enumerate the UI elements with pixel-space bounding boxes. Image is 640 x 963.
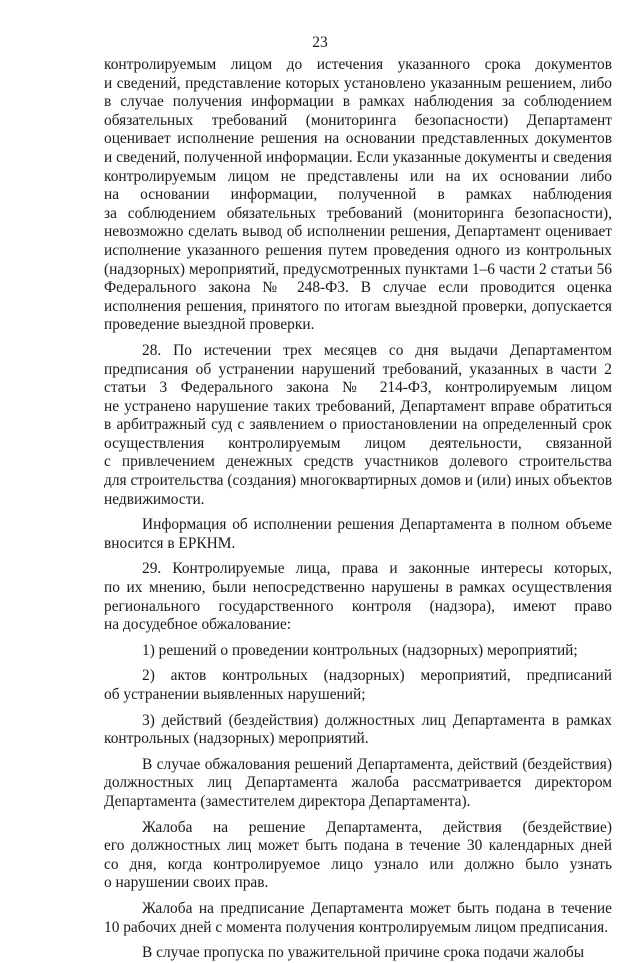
paragraph-gap: [104, 937, 612, 944]
paragraph-gap: [104, 749, 612, 756]
text-line: регионального государственного контроля (надзора), имеют право: [104, 597, 612, 615]
text-line: В случае обжалования решений Департамента, действий (бездействия): [142, 755, 612, 773]
text-line: 28. По истечении трех месяцев со дня выдачи Департаментом: [142, 341, 612, 359]
paragraph: [104, 56, 612, 335]
text-line: 10 рабочих дней с момента получения контролируемым лицом предписания.: [104, 918, 609, 936]
text-line: и сведений, полученной информации. Если указанные документы и сведения: [104, 148, 612, 166]
text-line: недвижимости.: [104, 490, 205, 508]
paragraph: [104, 642, 612, 661]
text-line: 3) действий (бездействия) должностных лиц Департамента в рамках: [142, 711, 612, 729]
text-line: Департамента (заместителем директора Департамента).: [104, 792, 471, 810]
text-line: исполнения решения, принятого по итогам выездной проверки, допускается: [104, 297, 612, 315]
text-line: не устранено нарушение таких требований, Департамент вправе обратиться: [104, 397, 612, 415]
text-line: в случае получения информации в рамках наблюдения за соблюдением: [104, 93, 612, 111]
paragraph-gap: [104, 509, 612, 516]
paragraph: [104, 516, 612, 553]
text-line: вносится в ЕРКНМ.: [104, 534, 236, 552]
text-line: должностных лиц Департамента жалоба рассматривается директором: [104, 774, 612, 792]
text-line: на основании информации, полученной в рамках наблюдения: [104, 186, 612, 204]
text-line: 29. Контролируемые лица, права и законные интересы которых,: [142, 560, 612, 578]
text-line: контролируемым лицом не представлены или на их основании либо: [104, 167, 612, 185]
text-line: и сведений, представление которых установлено указанным решением, либо: [104, 74, 612, 92]
text-line: предписания об устранении нарушений требований, указанных в части 2: [104, 360, 612, 378]
paragraph: [104, 342, 612, 509]
text-line: невозможно сделать вывод об исполнении решения, Департамент оценивает: [104, 223, 612, 241]
text-line: для строительства (создания) многоквартирных домов и (или) иных объектов: [104, 472, 612, 490]
paragraph-gap: [104, 812, 612, 819]
text-line: по их мнению, были непосредственно нарушены в рамках осуществления: [104, 579, 612, 597]
text-line: исполнение указанного решения путем проведения одного из контрольных: [104, 241, 612, 259]
text-line: в арбитражный суд с заявлением о приостановлении на определенный срок: [104, 416, 612, 434]
text-line: обязательных требований (мониторинга безопасности) Департамент: [104, 111, 612, 129]
text-line: Федерального закона № 248-ФЗ. В случае если проводится оценка: [104, 279, 612, 297]
text-line: со дня, когда контролируемое лицо узнало или должно было узнать: [104, 855, 612, 873]
paragraph-gap: [104, 335, 612, 342]
text-line: оценивает исполнение решения на основании представленных документов: [104, 130, 612, 148]
paragraph-gap: [104, 893, 612, 900]
page-number: 23: [312, 34, 328, 51]
text-line: осуществления контролируемым лицом деятельности, связанной: [104, 434, 612, 452]
text-line: Информация об исполнении решения Департамента в полном объеме: [142, 516, 612, 534]
text-line: с привлечением денежных средств участников долевого строительства: [104, 453, 612, 471]
text-line: Жалоба на решение Департамента, действия (бездействие): [142, 818, 612, 836]
text-line: 2) актов контрольных (надзорных) мероприятий, предписаний: [142, 667, 612, 685]
text-line: Жалоба на предписание Департамента может быть подана в течение: [142, 899, 612, 917]
text-line: о нарушении своих прав.: [104, 874, 269, 892]
text-line: контролируемым лицом до истечения указанного срока документов: [104, 56, 612, 73]
text-line: В случае пропуска по уважительной причине срока подачи жалобы: [142, 944, 585, 962]
paragraph-gap: [104, 553, 612, 560]
paragraph: [104, 712, 612, 749]
paragraph: [104, 756, 612, 812]
paragraph: [104, 560, 612, 634]
paragraph-gap: [104, 635, 612, 642]
text-line: проведение выездной проверки.: [104, 316, 315, 334]
text-line: 1) решений о проведении контрольных (надзорных) мероприятий;: [142, 641, 578, 659]
text-line: на досудебное обжалование:: [104, 616, 292, 634]
paragraph-gap: [104, 660, 612, 667]
paragraph-gap: [104, 705, 612, 712]
paragraph: [104, 819, 612, 893]
text-line: статьи 3 Федерального закона № 214-ФЗ, контролируемым лицом: [104, 379, 612, 397]
paragraph: [104, 667, 612, 704]
text-line: контрольных (надзорных) мероприятий.: [104, 730, 369, 748]
text-line: (надзорных) мероприятий, предусмотренных пунктами 1–6 части 2 статьи 56: [104, 260, 612, 278]
paragraph: [104, 944, 612, 963]
text-line: об устранении выявленных нарушений;: [104, 686, 366, 703]
text-line: его должностных лиц может быть подана в течение 30 календарных дней: [104, 837, 612, 855]
paragraph: [104, 900, 612, 937]
text-line: за соблюдением обязательных требований (мониторинга безопасности),: [104, 204, 612, 222]
document-body: [104, 56, 612, 963]
